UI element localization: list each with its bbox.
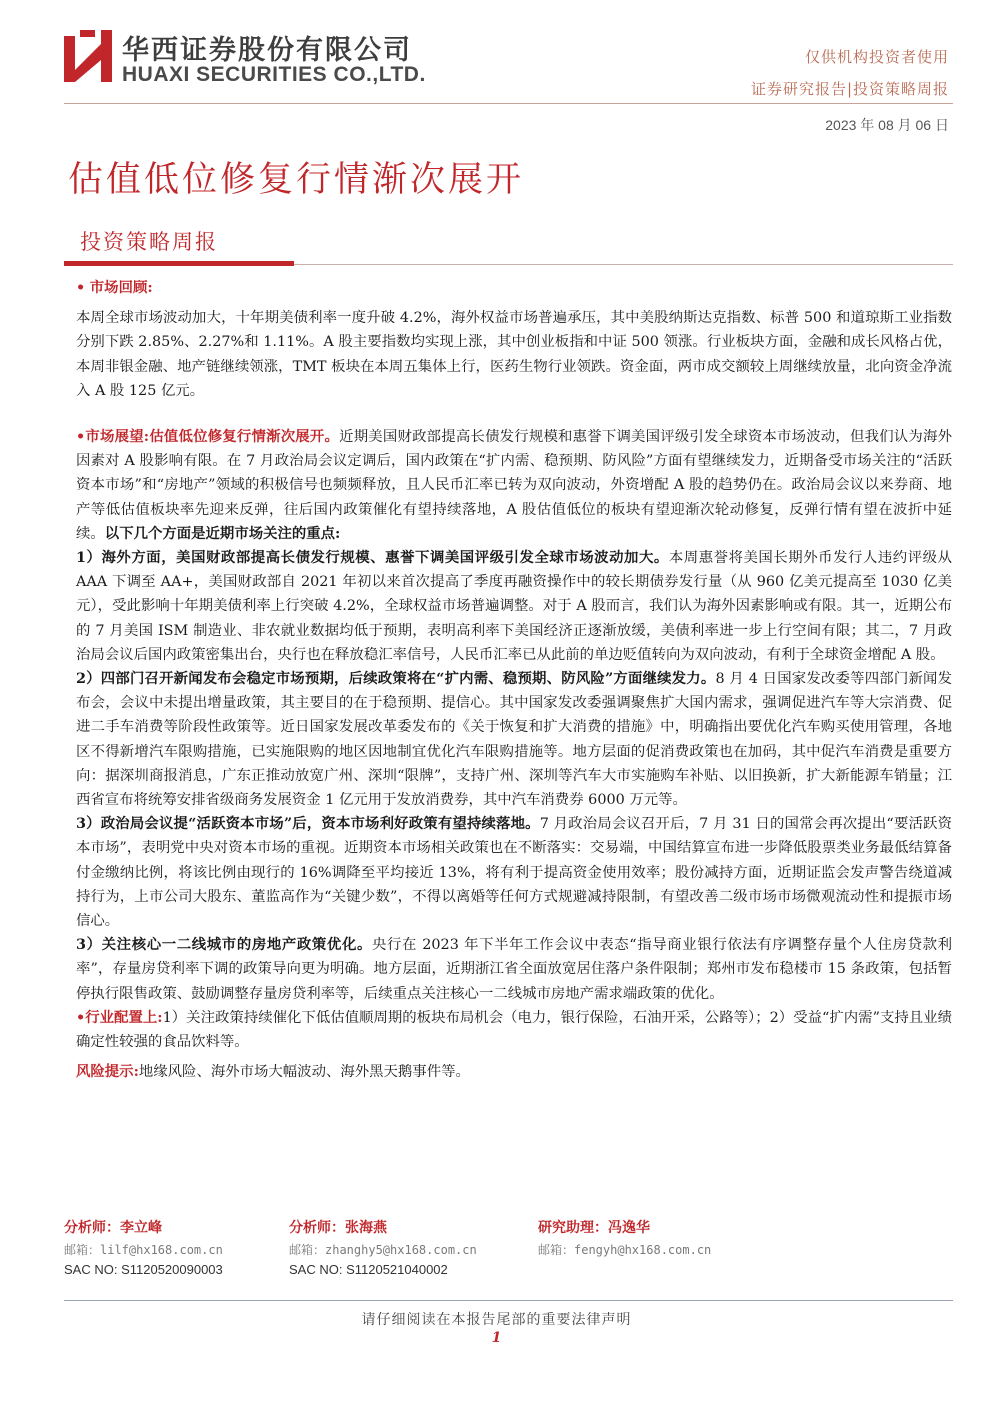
company-name-cn: 华西证券股份有限公司 — [122, 35, 412, 66]
audience-notice: 仅供机构投资者使用 — [804, 48, 949, 66]
report-category: 证券研究报告|投资策略周报 — [750, 80, 949, 98]
industry-allocation: •行业配置上:1）关注政策持续催化下低估值顺周期的板块布局机会（电力，银行保险，石油开采，公路等）；2）受益“扩内需”支持且业绩确定性较强的食品饮料等。 — [76, 1008, 952, 1051]
bullet-icon: • — [76, 1008, 86, 1026]
analyst-email[interactable]: 邮箱：zhanghy5@hx168.com.cn — [289, 1243, 477, 1257]
point-1: 1）海外方面，美国财政部提高长债发行规模、惠誉下调美国评级引发全球市场波动加大。本周惠誉将美国长期外币发行人违约评级从 AAA 下调至 AA+，美国财政部自 2021 年初以来首次提高了季度再融资操作中的较长期债券发行量（从 960 亿美元提高至 1030 亿美元），受此影响十年期美债利率上行突破 4.2%，全球权益市场普遍调整。对于 A 股而言，我们认为海外因素影响或有限。其一，近期公布的 7 月美国 ISM 制造业、非农就业数据均低于预期，表明高利率下美国经济正逐渐放缓，美债利率进一步上行空间有限；其二，7 月政治局会议后国内政策密集出台，央行也在释放稳汇率信号，人民币汇率已从此前的单边贬值转向为双向波动，有利于全球资金增配 A 股。 — [76, 549, 952, 663]
huaxi-logo-icon — [64, 30, 112, 82]
market-outlook-paragraph: •市场展望:估值低位修复行情渐次展开。近期美国财政部提高长债发行规模和惠誉下调美国评级引发全球资本市场波动，但我们认为海外因素对 A 股影响有限。在 7 月政治局会议定调后，国内政策在“扩内需、稳预期、防风险”方面有望继续发力，近期备受市场关注的“活跃资本市场”和“房地产”领域的积极信号也频频释放，且人民币汇率已转为双向波动，外资增配 A 股的趋势仍在。政治局会议以来券商、地产等低估值板块率先迎来反弹，往后国内政策催化有望持续落地，A 股估值低位的板块有望迎渐次轮动修复，反弹行情有望在波折中延续。以下几个方面是近期市场关注的重点: — [76, 428, 952, 542]
report-body — [76, 276, 952, 1085]
risk-warning: 风险提示:地缘风险、海外市场大幅波动、海外黑天鹅事件等。 — [76, 1063, 470, 1081]
analyst-2: 分析师：张海燕 邮箱：zhanghy5@hx168.com.cn SAC NO: S1120521040002 — [289, 1217, 539, 1277]
footer-divider — [64, 1300, 953, 1301]
subtitle-accent-bar — [64, 261, 294, 266]
analyst-1: 分析师：李立峰 邮箱：lilf@hx168.com.cn SAC NO: S1120520090003 — [64, 1217, 314, 1277]
report-title: 估值低位修复行情渐次展开 — [68, 160, 525, 200]
research-assistant: 研究助理：冯逸华 邮箱：fengyh@hx168.com.cn — [538, 1217, 788, 1262]
header-divider — [64, 103, 953, 104]
analyst-block — [64, 1217, 944, 1289]
report-subtitle: 投资策略周报 — [80, 230, 218, 254]
point-3: 3）政治局会议提“活跃资本市场”后，资本市场利好政策有望持续落地。7 月政治局会议召开后，7 月 31 日的国常会再次提出“要活跃资本市场”，表明党中央对资本市场的重视。近期资本市场相关政策也在不断落实：交易端，中国结算宣布进一步降低股票类业务最低结算备付金缴纳比例，将该比例由现行的 16%调降至平均接近 13%，将有利于提高资金使用效率；股份减持方面，近期证监会发声警告绕道减持行为，上市公司大股东、董监高作为“关键少数”，不得以离婚等任何方式规避减持限制，有望改善二级市场市场微观流动性和提振市场信心。 — [76, 815, 953, 930]
market-review-text: 本周全球市场波动加大，十年期美债利率一度升破 4.2%，海外权益市场普遍承压，其中美股纳斯达克指数、标普 500 和道琼斯工业指数分别下跌 2.85%、2.27%和 1.11%。A 股主要指数均实现上涨，其中创业板指和中证 500 领涨。行业板块方面，金融和成长风格占优，本周非银金融、地产链继续领涨，TMT 板块在本周五集体上行，医药生物行业领跌。资金面，两市成交额较上周继续放量，北向资金净流入 A 股 125 亿元。 — [76, 310, 952, 399]
market-review-heading: • 市场回顾: — [76, 279, 153, 296]
point-4: 3）关注核心一二线城市的房地产政策优化。央行在 2023 年下半年工作会议中表态“指导商业银行依法有序调整存量个人住房贷款利率”，存量房贷利率下调的政策导向更为明确。地方层面，近期浙江省全面放宽居住落户条件限制；郑州市发布稳楼市 15 条政策，包括暂停执行限售政策、鼓励调整存量房贷利率等，后续重点关注核心一二线城市房地产需求端政策的优化。 — [76, 936, 952, 1002]
point-2: 2）四部门召开新闻发布会稳定市场预期，后续政策将在“扩内需、稳预期、防风险”方面继续发力。8 月 4 日国家发改委等四部门新闻发布会，会议中未提出增量政策，其主要目的在于稳预期、提信心。其中国家发改委强调聚焦扩大国内需求，强调促进汽车等大宗消费、促进二手车消费等阶段性政策等。近日国家发展改革委发布的《关于恢复和扩大消费的措施》中，明确指出要优化汽车购买使用管理，各地区不得新增汽车限购措施，已实施限购的地区因地制宜优化汽车限购措施等。地方层面的促消费政策也在加码，其中促汽车消费是重要方向：据深圳商报消息，广东正推动放宽广州、深圳“限牌”，支持广州、深圳等汽车大市实施购车补贴、以旧换新，扩大新能源车销量；江西省宣布将统筹安排省级商务发展资金 1 亿元用于发放消费券，其中汽车消费券 6000 万元等。 — [76, 670, 952, 809]
page-number: 1 — [491, 1330, 502, 1346]
analyst-email[interactable]: 邮箱：lilf@hx168.com.cn — [64, 1243, 223, 1257]
company-name-en: HUAXI SECURITIES CO.,LTD. — [122, 63, 426, 86]
report-date: 2023 年 08 月 06 日 — [825, 117, 949, 133]
bullet-icon: • — [76, 428, 86, 446]
analyst-email[interactable]: 邮箱：fengyh@hx168.com.cn — [538, 1243, 712, 1257]
legal-notice: 请仔细阅读在本报告尾部的重要法律声明 — [361, 1312, 632, 1328]
bullet-icon: • — [76, 279, 86, 296]
